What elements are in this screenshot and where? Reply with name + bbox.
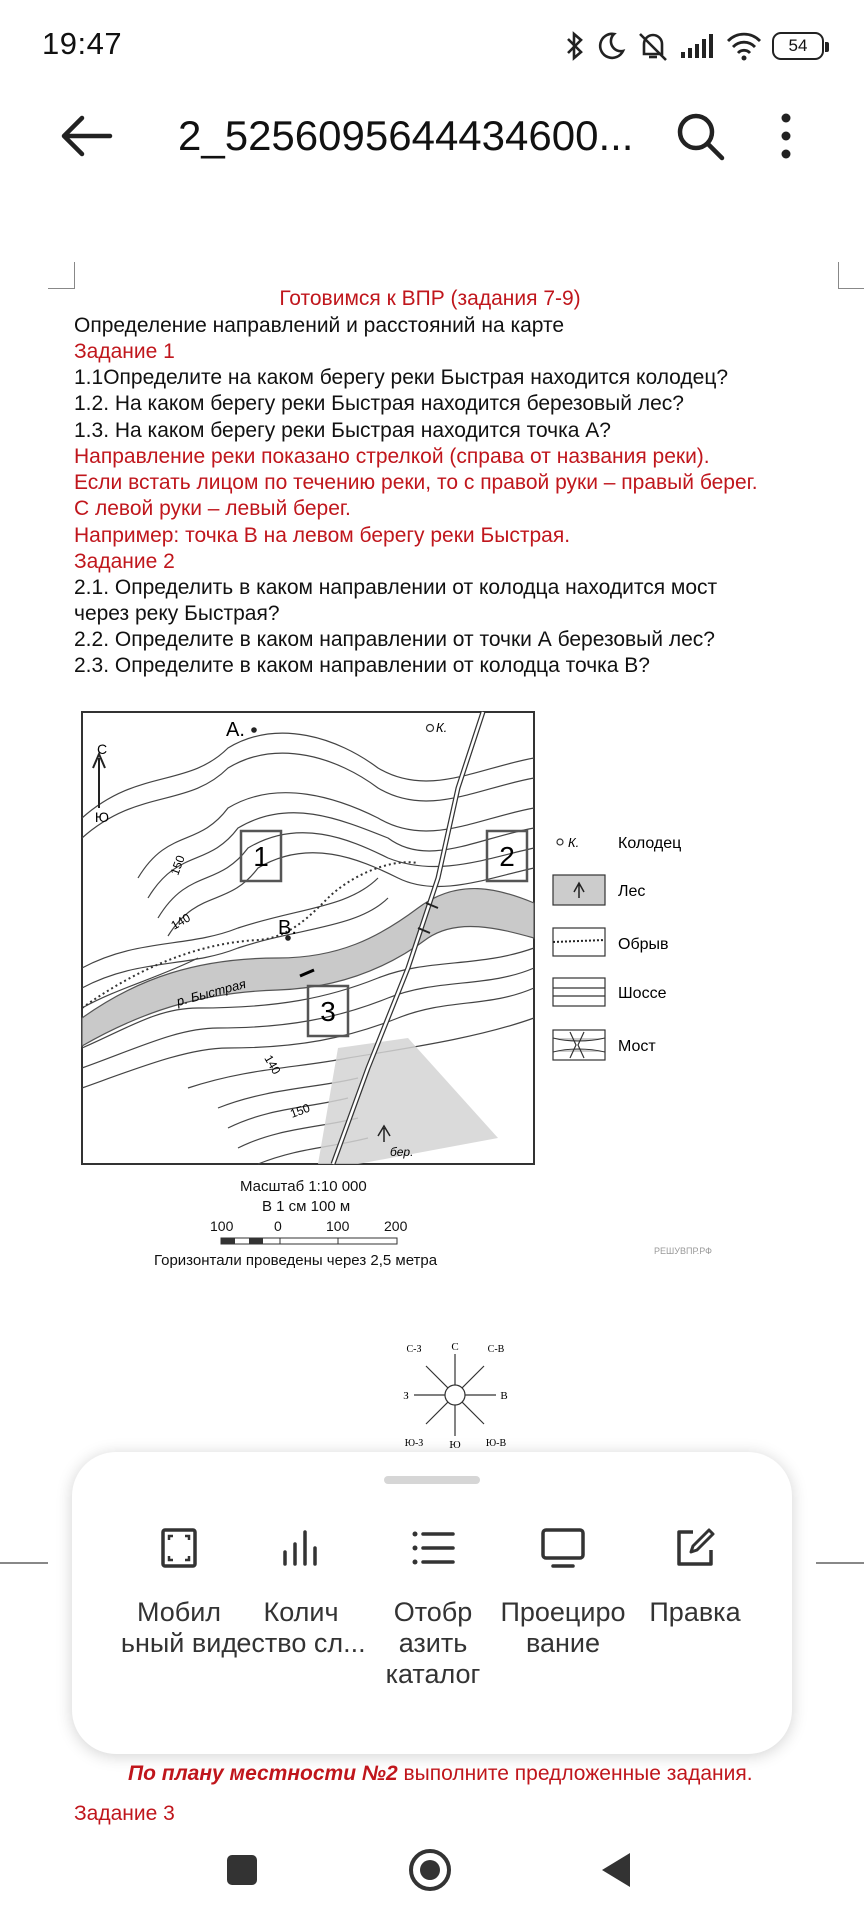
compass-ne: С-В — [487, 1344, 505, 1355]
more-vert-icon[interactable] — [768, 106, 804, 166]
battery-icon — [772, 32, 824, 60]
doc-heading: Готовимся к ВПР (задания 7-9) — [279, 287, 581, 310]
task2-item: через реку Быстрая? — [74, 602, 280, 625]
projection-button[interactable] — [498, 1524, 628, 1659]
back-nav-icon[interactable] — [598, 1850, 634, 1890]
bluetooth-icon — [564, 31, 586, 61]
scale-tick: 200 — [384, 1218, 408, 1234]
hint-line: Направление реки показано стрелкой (справа от названия реки). — [74, 445, 710, 468]
map-legend — [548, 820, 708, 1080]
edit-icon — [671, 1524, 719, 1572]
word-count-button[interactable] — [236, 1524, 366, 1659]
bar-chart-icon — [277, 1524, 325, 1572]
map-point-a: А. — [226, 719, 245, 741]
compass-se: Ю-В — [485, 1438, 507, 1449]
status-time: 19:47 — [42, 26, 123, 61]
moon-icon — [596, 31, 626, 61]
compass-rose — [400, 1340, 510, 1450]
page-divider — [0, 1562, 48, 1564]
task2-item: 2.1. Определить в каком направлении от колодца находится мост — [74, 576, 718, 599]
plan-instruction — [128, 1762, 753, 1786]
compass-s: Ю — [449, 1439, 461, 1450]
scale-tick: 100 — [326, 1218, 350, 1234]
mobile-view-button[interactable] — [114, 1524, 244, 1659]
show-catalog-label: Отобр азить каталог — [385, 1597, 481, 1689]
compass-n: С — [451, 1341, 459, 1353]
scale-note: Горизонтали проведены через 2,5 метра — [154, 1252, 438, 1269]
back-arrow-icon[interactable] — [56, 108, 116, 164]
watermark: РЕШУВПР.РФ — [654, 1246, 712, 1256]
map-box-3-label: 3 — [320, 996, 336, 1027]
task1-item: 1.3. На каком берегу реки Быстрая находится точка А? — [74, 419, 611, 442]
scale-tick: 0 — [274, 1218, 282, 1234]
hint-line: Если встать лицом по течению реки, то с правой руки – правый берег. — [74, 471, 758, 494]
document-title: 2_5256095644434600... — [178, 112, 634, 159]
edit-label: Правка — [649, 1597, 741, 1627]
scale-tick: 100 — [210, 1218, 234, 1234]
sheet-drag-handle[interactable] — [384, 1476, 480, 1484]
task3-title: Задание 3 — [74, 1802, 175, 1825]
map-well-label: К. — [436, 720, 448, 735]
compass-nw: С-З — [406, 1344, 422, 1355]
task2-item: 2.2. Определите в каком направлении от точки А березовый лес? — [74, 628, 715, 651]
doc-subheading: Определение направлений и расстояний на карте — [74, 314, 565, 337]
map-box-2-label: 2 — [499, 841, 515, 872]
legend-label-highway: Шоссе — [618, 985, 667, 1002]
map-box-1-label: 1 — [253, 841, 269, 872]
map-contour-label: 150 — [167, 853, 188, 878]
muted-bell-icon — [636, 30, 670, 62]
map-north-label: С — [96, 741, 108, 757]
scale-line1: Масштаб 1:10 000 — [240, 1178, 367, 1195]
list-icon — [409, 1524, 457, 1572]
task2-item: 2.3. Определите в каком направлении от колодца точка В? — [74, 654, 650, 677]
status-bar — [0, 0, 864, 92]
wifi-icon — [726, 31, 762, 61]
map-birch-label: бер. — [390, 1145, 414, 1159]
topographic-map — [78, 708, 538, 1168]
map-contour-label: 150 — [288, 1100, 312, 1121]
mobile-view-label: Мобил ьный вид — [120, 1597, 238, 1658]
page-corner-mark — [48, 262, 75, 289]
compass-w: З — [403, 1390, 409, 1402]
show-catalog-button[interactable] — [368, 1524, 498, 1690]
compass-e: В — [500, 1390, 508, 1402]
fullscreen-icon — [155, 1524, 203, 1572]
monitor-icon — [539, 1524, 587, 1572]
signal-icon — [680, 32, 716, 60]
map-scale — [150, 1172, 490, 1272]
task1-item: 1.2. На каком берегу реки Быстрая находится березовый лес? — [74, 392, 684, 415]
hint-line: Например: точка В на левом берегу реки Быстрая. — [74, 524, 571, 547]
map-south-label: Ю — [94, 809, 110, 825]
status-icons — [564, 24, 824, 68]
edit-button[interactable] — [630, 1524, 760, 1628]
scale-line2: В 1 см 100 м — [262, 1198, 351, 1215]
legend-label-well: Колодец — [618, 835, 682, 852]
legend-label-forest: Лес — [618, 883, 646, 900]
battery-level: 54 — [788, 36, 808, 55]
task2-title: Задание 2 — [74, 550, 175, 573]
plan-instruction-bold: По плану местности №2 — [128, 1762, 398, 1785]
task1-title: Задание 1 — [74, 340, 175, 363]
hint-line: С левой руки – левый берег. — [74, 497, 351, 520]
task1-item: 1.1Определите на каком берегу реки Быстрая находится колодец? — [74, 366, 729, 389]
page-divider — [816, 1562, 864, 1564]
map-river-label: р. Быстрая — [174, 976, 248, 1009]
projection-label: Проециро вание — [500, 1597, 626, 1658]
map-contour-label: 140 — [261, 1052, 284, 1077]
map-point-b: В. — [278, 917, 297, 939]
system-nav-bar — [0, 1820, 864, 1920]
compass-sw: Ю-З — [404, 1438, 424, 1449]
page-corner-mark — [838, 262, 864, 289]
app-bar — [0, 92, 864, 182]
legend-label-cliff: Обрыв — [618, 936, 669, 953]
legend-label-bridge: Мост — [618, 1038, 656, 1055]
map-contour-label: 140 — [168, 910, 193, 933]
search-icon[interactable] — [670, 106, 730, 166]
bottom-sheet — [72, 1452, 792, 1754]
recents-icon[interactable] — [224, 1852, 260, 1888]
plan-instruction-rest: выполните предложенные задания. — [397, 1762, 753, 1785]
word-count-label: Колич ество сл... — [236, 1597, 366, 1658]
legend-symbol-well: К. — [568, 835, 580, 850]
scale-bar — [220, 1236, 400, 1248]
home-icon[interactable] — [406, 1846, 454, 1894]
